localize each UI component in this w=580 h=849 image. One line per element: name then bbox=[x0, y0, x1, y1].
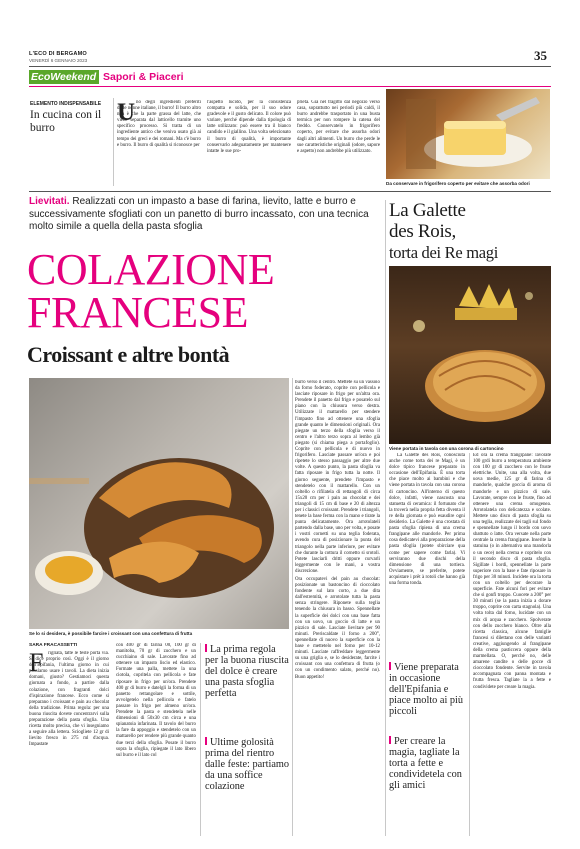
sidebar-title: In cucina con il burro bbox=[30, 109, 102, 134]
pull-quote-3-marker bbox=[389, 662, 391, 670]
galette-photo-caption: Viene portata in tavola con una corona di cartoncino bbox=[389, 446, 504, 451]
pull-quote-2 bbox=[205, 737, 290, 792]
galette-title-line-1: La Galette bbox=[389, 200, 466, 221]
headline-line-1: COLAZIONE bbox=[27, 245, 275, 294]
galette-title-line-2: des Rois, bbox=[389, 221, 456, 242]
main-column-2: con 400 gr di farina 00, 100 gr di manitoba, 70 gr di zucchero e un cucchiaino di sale. Lavorate fino ad ottenere un impasto liscio ed elastico. Formate una palla, mettete la una ciotola, copritela con pellicola e fate riposare in frigo per un'ora. Prendete 400 gr di burro e datelgli la forma di un panetto rettangolare e sottile, avvolgetelo nella pellicola e fatelo passare in frigo per almeno un'ora. Prendete la pasta e stendetela nelle dimensioni di 50x30 cm circa e una spianatoia infarinata. Il tavolo del burro la fare da appoggio e stendetelo con un mattarello per rendere più grande quanto due terzi della sfoglia. Posate il burro sopra la sfoglia, ripiegate il lato libero sul burro e il lato col bbox=[116, 643, 196, 758]
pull-quote-1-text: La prima regola per la buona riuscita del dolce è creare una pasta sfoglia perfetta bbox=[205, 644, 289, 699]
page-number: 35 bbox=[534, 48, 547, 63]
galette-photo bbox=[389, 266, 551, 444]
sidebar-column-3: prietà. Già nel tragitto dal negozio verso casa, soprattutto nei periodi più caldi, il burro andrebbe trasportato in una busta termica per non rompere la catena del freddo. Conservatelo in frigorifero coperto, per evitare che assorba odori dagli altri alimenti. Un burro che perde le sue caratteristiche originali (odore, sapore e aspetto) non andrebbe più utilizzato. bbox=[297, 100, 380, 154]
pull-quote-1 bbox=[205, 644, 290, 699]
galette-title bbox=[389, 200, 551, 263]
headline-subtitle: Croissant e altre bontà bbox=[27, 342, 230, 367]
butter-photo bbox=[386, 89, 550, 179]
main-column-1: rigliata, tatte le feste porta via. Si dice proprio così. Oggi è il giorno dell'Epifania, l'ultima giorno in cui possiamo usare i tavoli. La dieta inizia domani, giusto? Gestiamoci questa giornata a fondo, a partire dalla colazione, con fragranti dolci d'ispirazione francese. Ecco come si preparano i croissant e pain au chocolat della tradizione. Prima regola: per una buona riuscita dovete concentrarvi sulla preparazione della pasta sfoglia. Una ricetta molto precisa, che vi insegniamo a seguire alla lettera. Sciogliete 12 gr di lievito fresco in 275 ml d'acqua. Impastate bbox=[29, 651, 109, 748]
croissant-illustration bbox=[29, 378, 289, 629]
pull-quote-3 bbox=[389, 662, 465, 717]
galette-title-line-3: torta dei Re magi bbox=[389, 243, 498, 262]
main-column-3: burro verso il centro. Mettete su un vassoio da forno foderato, coprite con pellicola e lasciate riposare in frigo per un'altra ora. Prendete il panetto dal frigo e posatelo sul piano con la chiusura verso destra. Utilizzate il mattarello per stendere l'impasto fino ad ottenere una sfoglia grande quanto le dimensioni originali. Ora piegate un terzo della sfoglia verso il centro e l'altro terzo sopra al lembo già piegato (si chiama piega a portafoglio). Coprite con pellicola e di nuovo in frigorifero. Lasciate passare un'ora e poi ripetete lo stesso passaggio per altre due volte. A questo punto, la pasta sfoglia va fatta riposare in frigo tutta la notte. Il giorno seguente, prendete l'impasto e stendetelo con il mattarello. Con un coltello o rifilatela di rettangoli di circa 15x20 cm per i pain au chocolat e dei triangoli di 15 cm di base e 20 di altezza per i classici croissant. Prendete i triangoli, tenete la base ferma con la mano e tirate la punta delicatamente. Ora arrotolateli partendo dalla base, uno per volta, e posate i vostri cornetti su una teglia foderata, avendo cura di posizionare la punta del triangolo nella parte inferiore, per evitare che durante la cottura il cornetto si srotoli. Potete lasciarli dritti oppure curvarli leggermente con le mani, a vostra discrezione. Ora occupatevi del pain au chocolat: posizionate un bastoncino di cioccolato fondente sul lato corto, a due dita dall'estremità, e arrotolate tutta la pasta senza stringere. Riponete sulla teglia tenendo la chiusura in basso. Spennellate la superficie dei dolci con una base fatta con un uovo, un goccio di latte e un pizzico di sale. Lasciate lievitare per 90 minuti. Preriscaldate il forno a 200°, spennellate di nuovo la superficie con la base e mettetelo nel forno per 10-12 minuti. Lasciate raffreddare leggermente su una griglia e, se lo desiderate, farcite i croissant con una confettura di frutta (o con un condimento salato, perché no). Buon appetito! bbox=[295, 380, 380, 680]
headline-line-2: FRANCESE bbox=[27, 288, 248, 337]
croissant-photo-caption: Se lo si desidera, è possibile farcire i croissant con una confettura di frutta bbox=[29, 631, 193, 636]
pull-quote-2-text: Ultime golosità prima del rientro dalle feste: partiamo da una soffice colazione bbox=[205, 737, 290, 792]
main-column-4-text: Ora occupatevi del pain au chocolat: posizionate un bastoncino di cioccolato fondente sul lato corto, a due dita dall'estremità, e arrotolate tutta la pasta senza stringere. Riponete sulla teglia tenendo la chiusura in basso. Spennellate la superficie dei dolci con una base fatta con un uovo, un goccio di latte e un pizzico di sale. Lasciate lievitare per 90 minuti. Preriscaldate il forno a 200°, spennellate di nuovo la superficie con la base e mettetelo nel forno per 10-12 minuti. Lasciate raffreddare leggermente su una griglia e, se lo desiderate, farcite i croissant con una confettura di frutta (o con un condimento salato, perché no). Buon appetito! bbox=[295, 577, 380, 680]
byline: SARA FRACASSETTI bbox=[29, 643, 78, 648]
lead-paragraph bbox=[29, 196, 384, 234]
croissant-photo bbox=[29, 378, 289, 629]
galette-column-1: La Galette des Rois, conosciuta anche come torta dei re Magi, è un dolce tipico francese preparato in occasione dell'Epifania. È una torta che piace molto ai bambini e che viene portata in tavola con una corona di cartoncino. All'interno di questo dolce, infatti, viene nascosta una statuetta di ceramica: il fortunato che la troverà nella propria fetta diventa il re della giornata e può esaudire ogni desiderio. La Galette è una crostata di pasta sfoglia ripiena di una crema frangipane alle mandorle. Per prima cosa dedicatevi alla preparazione della pasta sfoglia (potete sbirciare qua come per sapere come farla). Vi serviranno due dischi della dimensione di una tortiera. Ovviamente, se preferite, potete acquistare i prêt à rotoli che hanno già una forma tonda. bbox=[389, 453, 465, 586]
galette-illustration bbox=[389, 266, 551, 444]
lead-text: Realizzati con un impasto a base di farina, lievito, latte e burro e successivamente sfogliati con un panetto di burro incassato, con una tecnica molto simile a quella della pasta sfoglia bbox=[29, 196, 369, 232]
galette-column-2: Ed ora la crema frangipane: lavorate 100 grdi burro a temperatura ambiente con 100 gr di zucchero con le fruste elettriche. Unite, una alla volta, due uova medie, 125 gr di farina di mandorle, qualche goccia di aroma di mandorle e un pizzico di sale. Lavorate, sempre con le fruste, fino ad ottenere una crema omogenea. Arrotolatela con delicatezza e scolate. Mettete uno disco di pasta sfoglia su una teglia, realizzate dei tagli sul fondo e spennellate lungo il bordo con uovo sbattuto o latte. Ora versate nella parte centrale la crema frangipane. Inserite la statuina (o in alternativa una mandorla o un cece) nella crema e copritelo con il secondo disco di pasta sfoglia. Sigillate i bordi, spennellate la parte superiore con la base e fate riposare in frigo per 30 minuti. Incidete ora la torta con un coltello per decorare la superficie. Fate alcuni fori per evitare che si gonfi troppo. Cuocete a 200° per 30 minuti (se la pasta inizia a dorare troppo, coprite con carta stagnola). Una volta tolta dal forno, lucidate con un mix di acqua e zucchero. Spolverate con dello zucchero bianco. Oltre alla ricetta classica, alcune famiglie francesi si dilettano con delle varianti creative, aggiungendo al frangipane della crema pasticcera oppure della marmellata. O, perché no, delle amarene candite o delle gocce di cioccolato fondente. Servite in tavola accompagnata con panna montata e frutta fresca. Tagliate la a fette e condividete per creare la magia. bbox=[473, 453, 551, 690]
pull-quote-2-marker bbox=[205, 737, 207, 745]
sidebar-column-2: l'aspetto lucido, per la consistenza compatta e solida, per il suo odore gradevole e il gusto delicato. Il colore può variare, perché dipende dalla tipologia di latte utilizzato: può essere tra il bianco candido e il giallino. Una volta selezionato il burro di qualità, è importante conservarlo adeguatamente per mantenere intatte le sue pro- bbox=[207, 100, 291, 154]
pull-quote-3-text: Viene preparata in occasione dell'Epifania e piace molto ai più piccoli bbox=[389, 662, 464, 717]
main-drop-cap: F bbox=[29, 648, 44, 677]
butter-photo-caption: Da conservare in frigorifero coperto per evitare che assorba odori bbox=[386, 181, 530, 186]
section-brand-label: EcoWeekend bbox=[31, 71, 97, 83]
sidebar-kicker: ELEMENTO INDISPENSABILE bbox=[30, 101, 102, 107]
sidebar-column-1: no degli ingredienti preferiti dalle nonne italiane, il burro! Il burro altro non è che la parte grassa del latte, che viene separata dal latticello tramite uno specifico processo. Si tratta di un ingrediente antico che veniva usato già ai tempo dei greci e dei romani. Ma c'è burro e burro. Il burro di qualità si riconosce per bbox=[117, 100, 201, 148]
masthead-paper: L'ECO DI BERGAMO bbox=[29, 51, 87, 57]
masthead-date: VENERDÌ 6 GENNAIO 2023 bbox=[29, 58, 88, 63]
pull-quote-1-marker bbox=[205, 644, 207, 652]
pull-quote-4-marker bbox=[389, 736, 391, 744]
sidebar-drop-cap: U bbox=[117, 99, 136, 126]
pull-quote-4 bbox=[389, 736, 465, 791]
butter-illustration bbox=[386, 89, 550, 179]
section-title: Sapori & Piaceri bbox=[103, 71, 184, 83]
lead-kicker: Lievitati. bbox=[29, 196, 70, 207]
pull-quote-4-text: Per creare la magia, tagliate la torta a fette e condividetela con gli amici bbox=[389, 736, 462, 791]
